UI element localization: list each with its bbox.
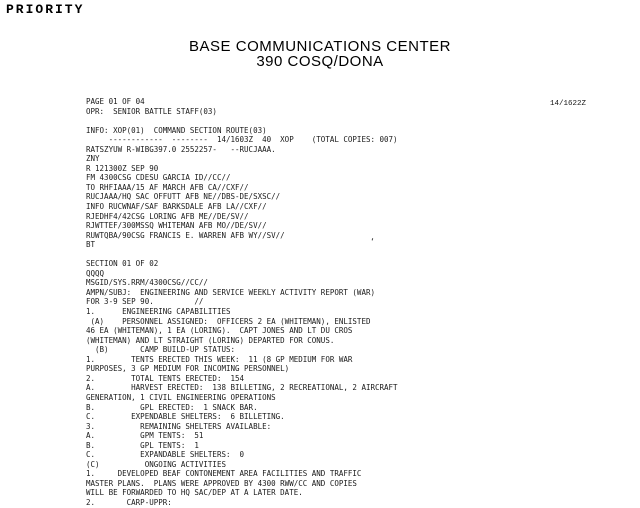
message-line: (WHITEMAN) AND LT STRAIGHT (LORING) DEPARTED FOR CONUS. [86,335,335,345]
message-line: 1. DEVELOPED BEAF CONTONEMENT AREA FACILITIES AND TRAFFIC [86,469,362,479]
message-line: BT [86,240,96,250]
message-line: INFO: XOP(01) COMMAND SECTION ROUTE(03) [86,125,267,135]
message-line [86,250,526,260]
message-line: ZNY [86,154,100,164]
message-line [86,116,526,126]
message-line: QQQQ [86,268,105,278]
message-line: FOR 3-9 SEP 90. // [86,297,204,307]
message-line: R 121300Z SEP 90 [86,163,159,173]
message-line: B. GPL ERECTED: 1 SNACK BAR. [86,402,258,412]
message-line: C. EXPENDABLE SHELTERS: 6 BILLETING. [86,412,285,422]
message-line: RATSZYUW R-WIBG397.0 2552257- --RUCJAAA. [86,144,276,154]
message-line: MASTER PLANS. PLANS WERE APPROVED BY 4300 RWW/CC AND COPIES [86,478,357,488]
document-title: BASE COMMUNICATIONS CENTER [189,38,451,55]
message-line: FM 4300CSG CDESU GARCIA ID//CC// [86,173,231,183]
message-line: A. GPM TENTS: 51 [86,431,204,441]
message-line: RUWTQBA/90CSG FRANCIS E. WARREN AFB WY//SV// [86,230,285,240]
message-line: AMPN/SUBJ: ENGINEERING AND SERVICE WEEKLY ACTIVITY REPORT (WAR) [86,287,375,297]
message-line: 3. REMAINING SHELTERS AVAILABLE: [86,421,272,431]
message-line: (C) ONGOING ACTIVITIES [86,459,226,469]
message-line: GENERATION, 1 CIVIL ENGINEERING OPERATIONS [86,392,276,402]
message-line: 2. CARP-UPPR: [86,497,172,507]
message-line: MSGID/SYS.RRM/4300CSG//CC// [86,278,208,288]
message-body [86,97,526,508]
message-line: A. HARVEST ERECTED: 138 BILLETING, 2 RECREATIONAL, 2 AIRCRAFT [86,383,398,393]
priority-stamp: PRIORITY [6,2,85,17]
message-line: TO RHFIAAA/15 AF MARCH AFB CA//CXF// [86,182,249,192]
message-line: RJEDHF4/42CSG LORING AFB ME//DE/SV// [86,211,249,221]
stray-mark: ‘ [370,237,375,246]
message-line: 2. TOTAL TENTS ERECTED: 154 [86,373,245,383]
message-line: PAGE 01 OF 04 [86,97,145,106]
message-line: PURPOSES, 3 GP MEDIUM FOR INCOMING PERSONNEL) [86,364,290,374]
document-subtitle: 390 COSQ/DONA [256,53,384,70]
message-line: WILL BE FORWARDED TO HQ SAC/DEP AT A LATER DATE. [86,488,303,498]
message-line: 1. TENTS ERECTED THIS WEEK: 11 (8 GP MEDIUM FOR WAR [86,354,353,364]
message-line: (A) PERSONNEL ASSIGNED: OFFICERS 2 EA (WHITEMAN), ENLISTED [86,316,371,326]
message-line: ------------ -------- 14/1603Z 40 XOP (TOTAL COPIES: 007) [86,135,398,145]
message-line: SECTION 01 OF 02 [86,259,159,269]
message-line: (B) CAMP BUILD-UP STATUS: [86,345,236,355]
message-line: C. EXPANDABLE SHELTERS: 0 [86,450,245,460]
message-line: B. GPL TENTS: 1 [86,440,199,450]
message-line: 46 EA (WHITEMAN), 1 EA (LORING). CAPT JONES AND LT DU CROS [86,326,353,336]
message-line: OPR: SENIOR BATTLE STAFF(03) [86,106,217,116]
message-line: RJWTTEF/300MSSQ WHITEMAN AFB MO//DE/SV// [86,221,267,231]
message-line: RUCJAAA/HQ SAC OFFUTT AFB NE//DBS-DE/SXSC// [86,192,281,202]
message-line: INFO RUCWNAF/SAF BARKSDALE AFB LA//CXF// [86,202,267,212]
message-line: 1. ENGINEERING CAPABILITIES [86,307,231,317]
date-time-group: 14/1622Z [549,100,586,108]
